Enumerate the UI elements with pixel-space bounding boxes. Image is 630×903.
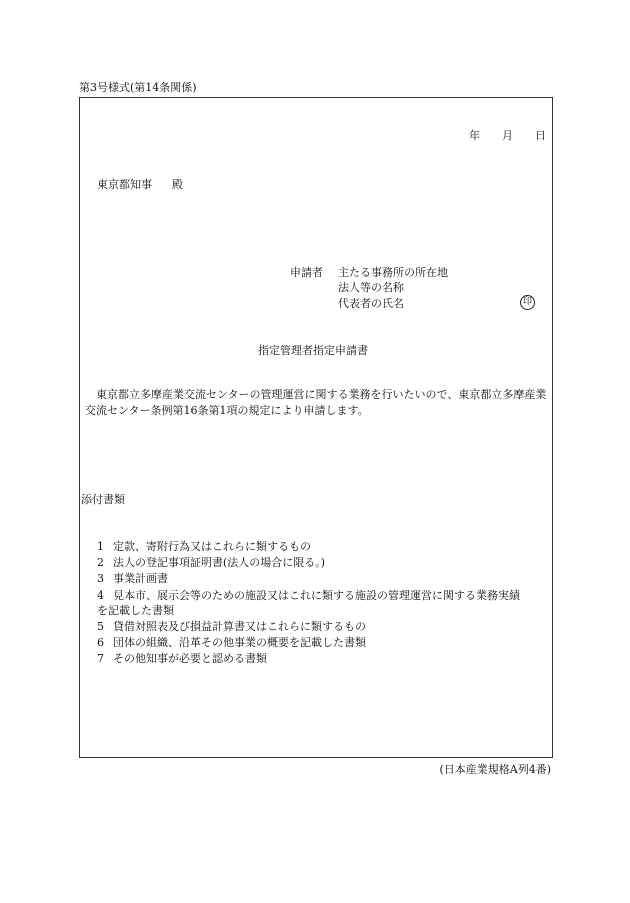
applicant-name-label: 法人等の名称 — [338, 281, 404, 294]
attachment-text: 法人の登記事項証明書(法人の場合に限る。) — [113, 556, 326, 570]
attachment-item — [97, 571, 547, 586]
attachment-number: 4 — [97, 588, 104, 602]
addressee — [97, 179, 183, 190]
attachment-item — [97, 555, 547, 570]
attachment-number: 3 — [97, 572, 104, 586]
date-month-label: 月 — [502, 129, 513, 142]
attachment-number: 5 — [97, 619, 104, 633]
paper-size-note: (日本産業規格A列4番) — [439, 763, 551, 776]
attachment-text: 事業計画書 — [113, 572, 168, 586]
date-line — [469, 130, 546, 141]
applicant-label: 申請者 — [290, 266, 323, 279]
attachment-text: 定款、寄附行為又はこれらに類するもの — [113, 540, 311, 553]
attachment-text: 貸借対照表及び損益計算書又はこれらに類するもの — [113, 619, 366, 633]
application-statement: 東京都立多摩産業交流センターの管理運営に関する業務を行いたいので、東京都立多摩産業交流センター条例第16条第1項の規定により申請します。 — [85, 388, 547, 417]
attachment-item — [97, 651, 547, 666]
attachments-heading: 添付書類 — [81, 493, 125, 506]
attachment-number: 7 — [97, 652, 104, 666]
form-number: 第3号様式(第14条関係) — [79, 81, 197, 94]
addressee-name: 東京都知事 — [97, 178, 152, 191]
attachment-number: 2 — [97, 556, 104, 570]
document-title: 指定管理者指定申請書 — [258, 344, 368, 357]
attachment-item — [97, 619, 547, 634]
attachment-item — [97, 539, 547, 554]
attachment-text: 見本市、展示会等のための施設又はこれに類する施設の管理運営に関する業務実績 — [113, 588, 520, 602]
addressee-honorific: 殿 — [172, 178, 183, 191]
date-year-label: 年 — [469, 129, 480, 142]
attachment-item — [97, 588, 547, 618]
attachment-list — [97, 539, 547, 667]
applicant-address-label: 主たる事務所の所在地 — [338, 266, 448, 279]
attachment-number: 6 — [97, 635, 104, 649]
date-day-label: 日 — [535, 129, 546, 142]
attachment-item — [97, 635, 547, 650]
attachment-text: 団体の組織、沿革その他事業の概要を記載した書類 — [113, 635, 366, 649]
attachment-text: その他知事が必要と認める書類 — [113, 652, 267, 666]
attachment-text-continued: を記載した書類 — [97, 603, 174, 617]
seal-mark: 印 — [520, 295, 535, 310]
applicant-representative-label: 代表者の氏名 — [338, 297, 404, 310]
attachment-number: 1 — [97, 540, 104, 553]
